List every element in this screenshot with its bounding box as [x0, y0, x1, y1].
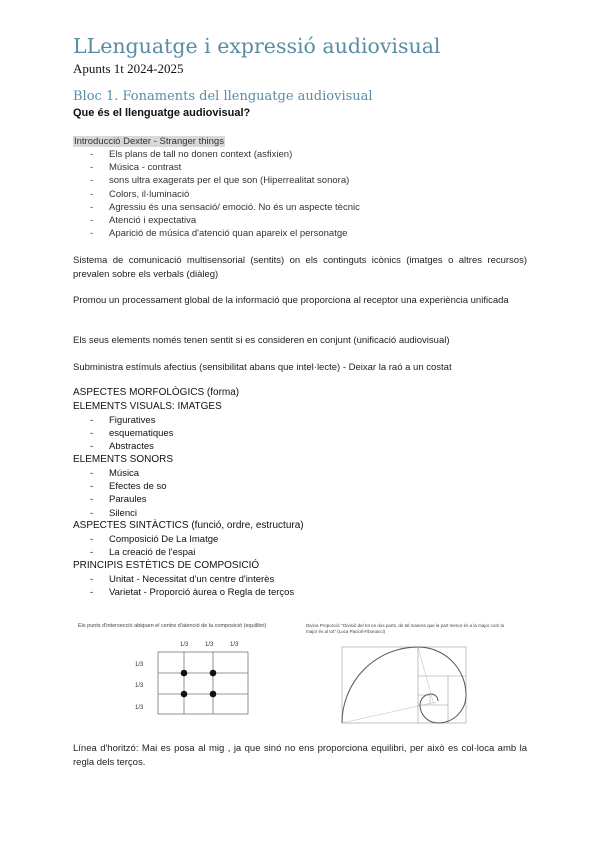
list-item: - Música - contrast: [90, 161, 360, 174]
morph-heading: ASPECTES MORFOLÒGICS (forma): [73, 387, 240, 398]
list-item: - Atenció i expectativa: [90, 214, 360, 227]
intersection-point: [210, 670, 217, 677]
golden-caption: Divina Proporció: "Divisió del tot en dos parts, de tal manera que la part menor és a la major com la major és al tot" (Luca Pacioli-Fibonacci): [306, 623, 504, 634]
section-heading: Bloc 1. Fonaments del llenguatge audiovisual: [73, 89, 373, 104]
paragraph: Sistema de comunicació multisensorial (sentits) on els continguts icònics (imatges o altres recursos) prevalen sobre els verbals (diàleg): [73, 255, 527, 280]
intersection-point: [210, 691, 217, 698]
paragraph: Promou un processament global de la informació que proporciona al receptor una experiència unificada: [73, 295, 509, 306]
list-item: - Música: [90, 467, 167, 480]
visual-list: [90, 414, 173, 454]
golden-spiral-figure: [340, 645, 470, 727]
list-item: - sons ultra exagerats per el que son (Hiperrealitat sonora): [90, 174, 360, 187]
thirds-row-label: 1/3: [135, 683, 144, 689]
principles-heading: PRINCIPIS ESTÈTICS DE COMPOSICIÓ: [73, 560, 260, 571]
list-item: - Efectes de so: [90, 480, 167, 493]
sound-heading: ELEMENTS SONORS: [73, 454, 174, 465]
intro-highlight: Introducció Dexter - Stranger things: [74, 136, 224, 147]
thirds-caption: Els punts d'intersecció abiquen el centre d'atenció de la composició (equilibri): [78, 623, 267, 629]
intersection-point: [181, 691, 188, 698]
thirds-frame: [158, 652, 248, 714]
thirds-row-label: 1/3: [135, 705, 144, 711]
list-item: - Els plans de tall no donen context (asfixien): [90, 148, 360, 161]
thirds-row-label: 1/3: [135, 662, 144, 668]
list-item: - Agressiu és una sensació/ emoció. No és un aspecte tècnic: [90, 201, 360, 214]
list-item: - Aparició de música d'atenció quan apareix el personatge: [90, 227, 360, 240]
list-item: - Paraules: [90, 493, 167, 506]
intro-list: [90, 148, 360, 240]
golden-frame: [342, 647, 466, 723]
rule-of-thirds-figure: [78, 632, 293, 732]
document-subtitle: Apunts 1t 2024-2025: [73, 61, 184, 76]
list-item: - Unitat - Necessitat d'un centre d'interès: [90, 573, 294, 586]
syntax-heading: ASPECTES SINTÀCTICS (funció, ordre, estructura): [73, 520, 304, 531]
list-item: - La creació de l'espai: [90, 546, 218, 559]
list-item: - Abstractes: [90, 440, 173, 453]
list-item: - Varietat - Proporció àurea o Regla de terços: [90, 586, 294, 599]
thirds-col-label: 1/3: [230, 642, 239, 648]
list-item: - Figuratives: [90, 414, 173, 427]
thirds-col-label: 1/3: [180, 642, 189, 648]
list-item: - Composició De La Imatge: [90, 533, 218, 546]
list-item: - Colors, il·luminació: [90, 188, 360, 201]
horizon-paragraph: Línea d'horitzó: Mai es posa al mig , ja que sinó no ens proporciona equilibri, per això es col·loca amb la regla dels terços.: [73, 743, 527, 768]
syntax-list: [90, 533, 218, 559]
document-title: LLenguatge i expressió audiovisual: [73, 34, 441, 58]
principles-list: [90, 573, 294, 599]
list-item: - esquematiques: [90, 427, 173, 440]
golden-spiral: [342, 647, 466, 723]
paragraph: Els seus elements només tenen sentit si es consideren en conjunt (unificació audiovisual): [73, 335, 450, 346]
paragraph: Subministra estímuls afectius (sensibilitat abans que intel·lecte) - Deixar la raó a un costat: [73, 362, 452, 373]
section-question: Que és el llenguatge audiovisual?: [73, 107, 251, 119]
visual-heading: ELEMENTS VISUALS: IMATGES: [73, 401, 222, 412]
sound-list: [90, 467, 167, 520]
thirds-col-label: 1/3: [205, 642, 214, 648]
list-item: - Silenci: [90, 507, 167, 520]
intersection-point: [181, 670, 188, 677]
